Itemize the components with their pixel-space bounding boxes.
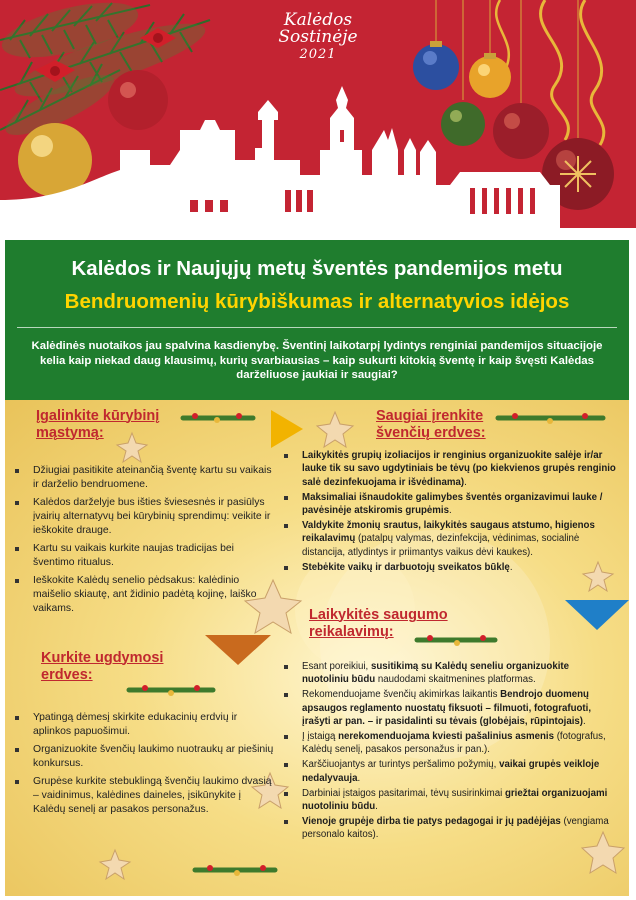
blue-bauble-icon [413,44,459,90]
title-band [5,240,629,400]
page-title: Kalėdos ir Naujųjų metų šventės pandemijos metu [71,257,563,280]
safe-list [282,449,622,576]
content-body [5,400,629,896]
list-item-bold: Maksimaliai išnaudokite galimybes šventės organizavimui lauke / pavėsinėje atskiromis grupėmis [302,491,603,517]
list-item [282,730,615,757]
list-item-bold: Vienoje grupėje dirba tie patys pedagogai ir jų padėjėjas [302,815,561,827]
logo-line1: Kalėdos [283,10,353,30]
red-bauble-icon [493,103,549,159]
section-heading-spaces: Kurkite ugdymosi erdves: [41,650,164,683]
creative-list [13,464,275,620]
intro-text: Kalėdinės nuotaikos jau spalvina kasdienybę. Šventinį laikotarpį lydintys renginiai pandemijos situacijoje kelia kaip niekad daug klausimų, kurių svarbiausias – kaip sukurti kitokią šventę ir kaip švęsti Kalėdas darželiuose jaukiai ir saugiai? [31,340,603,381]
list-item: Kalėdos darželyje bus išties šviesesnės ir pasiūlys įvairių alternatyvų bei kūrybinių sprendimų: veikite ir ieškokite drauge. [13,496,275,538]
list-item-bold: Stebėkite vaikų ir darbuotojų sveikatos būklę [302,561,510,573]
list-item [282,688,615,728]
list-item-text: . [449,505,452,517]
gold-bauble-icon [469,56,511,98]
section-heading-safe: Saugiai įrenkite švenčių erdves: [376,408,486,441]
header-banner [0,0,636,240]
list-item-text: Karščiuojantys ar turintys peršalimo požymių, [302,759,500,771]
list-item-text: (vengiama personalo kaitos). [302,815,609,841]
list-item-text: Į įstaigą [302,731,339,743]
list-item-text: naudodami skaitmenines platformas. [375,674,536,686]
section-safety-requirements [302,607,619,841]
section-heading-rules: Laikykitės saugumo reikalavimų: [309,607,448,640]
logo-year: 2021 [299,47,337,62]
list-item-text: . [375,801,378,813]
list-item-text: (fotografus, Kalėdų senelį, pasakos personažus ir pan.). [302,731,606,756]
list-item-bold: Valdykite žmonių srautus, laikykitės saugaus atstumo, higienos reikalavimų [302,520,595,545]
list-item: Kartu su vaikais kurkite naujas tradicijas bei šventimo ritualus. [13,542,275,570]
list-item-text: . [583,716,586,728]
list-item [282,449,622,489]
red-bauble-left-icon [108,70,168,130]
list-item-bold: nerekomenduojama kviesti pašalinius asmenis [338,731,554,743]
list-item [282,815,615,842]
list-item: Organizuokite švenčių laukimo nuotraukų ar piešinių konkursus. [13,743,275,771]
section-heading-creative: Įgalinkite kūrybinį mąstymą: [36,408,160,441]
list-item: Džiugiai pasitikite ateinančią šventę kartu su vaikais ir darželio bendruomene. [13,464,275,492]
page-subtitle: Bendruomenių kūrybiškumas ir alternatyvios idėjos [64,290,570,313]
section-creative-thinking [33,408,306,614]
list-item-text: (patalpų valymas, dezinfekcija, vėdinimas, socialinė distancija, atlydintys ir priimantys vaikus dėvi kaukes). [302,533,580,558]
list-item-text: Darbiniai įstaigos pasitarimai, tėvų susirinkimai [302,787,505,799]
green-bauble-icon [441,102,485,146]
list-item: Ieškokite Kalėdų senelio pėdsakus: kalėdinio maišelio skiautę, ant židinio padėtą kojinę, laiško vaikams. [13,574,275,616]
list-item [282,787,615,814]
list-item-text: Rekomenduojame švenčių akimirkas laikantis [302,689,501,701]
list-item [282,519,622,559]
list-item-bold: Laikykitės grupių izoliacijos ir renginius organizuokite salėje ir/ar lauke tik su savo ugdytiniais be tėvų (po kiekvienos grupės renginio salė dezinfekuojama ir išvėdinama) [302,450,616,488]
logo-line2: Sostinėje [278,27,358,47]
list-item: Grupėse kurkite stebuklingą švenčių laukimo dvasią – vaidinimus, kalėdines daineles, įsikūnykite į Kalėdų senelį ar pasakos personažus. [13,775,275,817]
list-item: Ypatingą dėmesį skirkite edukacinių erdvių ir aplinkos papuošimui. [13,711,275,739]
section-learning-spaces [33,650,311,815]
vilnius-skyline-silhouette [0,86,636,240]
list-item-text: . [357,772,361,784]
list-item-text: . [509,561,513,573]
list-item-bold: Bendrojo duomenų apsaugos reglamento nuostatų fiksuoti – filmuoti, fotografuoti, įrašyti ar pan. – ir pasidalinti su tėvais (globėjais, rūpintojais) [302,689,592,728]
list-item [282,660,615,687]
list-item-bold: vaikai grupės veikloje nedalyvauja [302,759,600,784]
list-item-bold: griežtai organizuojami nuotoliniu būdu [302,787,608,813]
list-item [282,758,615,785]
list-item-text: Esant poreikiui, [302,661,371,672]
section-safe-spaces [302,408,616,573]
list-item-bold: susitikimą su Kalėdų seneliu organizuokite nuotoliniu būdu [302,661,570,686]
list-item [282,491,622,518]
kaledos-sostineje-logo [276,12,360,61]
spaces-list [13,711,275,821]
rules-list [282,660,615,843]
list-item [282,561,622,574]
title-divider [17,327,617,328]
list-item-text: . [464,476,467,488]
